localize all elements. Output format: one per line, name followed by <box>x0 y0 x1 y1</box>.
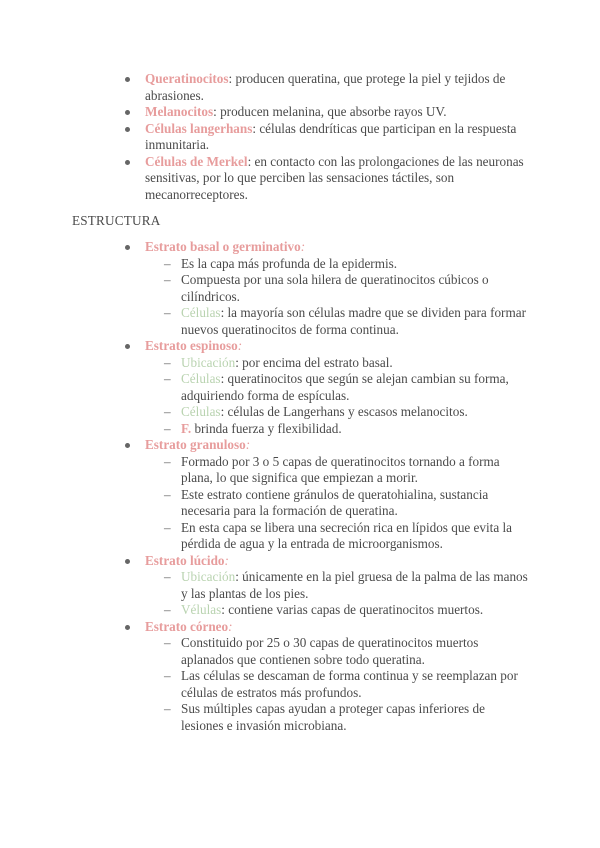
dash-icon: – <box>164 519 171 535</box>
sub-item-text: Este estrato contiene gránulos de queratohialina, sustancia necesaria para la formación de queratina. <box>181 486 489 518</box>
section-heading: ESTRUCTURA <box>72 213 161 228</box>
sub-item-text: brinda fuerza y flexibilidad. <box>191 420 342 436</box>
bullet-icon <box>125 127 130 132</box>
sub-item <box>0 520 530 553</box>
dash-icon: – <box>164 569 171 584</box>
dash-icon: – <box>164 602 171 617</box>
stratum-title: Estrato lúcido <box>145 552 225 568</box>
sub-item <box>0 701 530 734</box>
sub-item <box>0 421 530 438</box>
dash-icon: – <box>164 371 171 386</box>
description: : en contacto con las prolongaciones de las neuronas sensitivas, por lo que perciben las sensaciones táctiles, son mecanorreceptores. <box>145 153 524 202</box>
list-item <box>0 71 600 104</box>
dash-icon: – <box>164 420 171 436</box>
dash-icon: – <box>164 701 171 716</box>
stratum-colon: : <box>224 552 229 568</box>
term: Células de Merkel <box>145 153 248 169</box>
list-item <box>0 104 600 121</box>
sub-item-text: En esta capa se libera una secreción rica en lípidos que evita la pérdida de agua y la entrada de microorganismos. <box>181 519 513 551</box>
dash-icon: – <box>164 453 171 469</box>
sub-item-text: Formado por 3 o 5 capas de queratinocitos tornando a forma plana, lo que significa que empiezan a morir. <box>181 453 500 485</box>
bullet-icon <box>125 443 130 448</box>
sub-item-text: : la mayoría son células madre que se dividen para formar nuevos queratinocitos de forma continua. <box>181 305 526 337</box>
sub-item-label: Ubicación <box>181 569 236 584</box>
sub-item-label: F. <box>181 420 192 436</box>
dash-icon: – <box>164 272 171 287</box>
sub-item <box>0 635 530 668</box>
bullet-icon <box>125 77 130 82</box>
stratum-basal <box>0 239 600 338</box>
sub-item <box>0 355 530 372</box>
sub-item-text: Compuesta por una sola hilera de queratinocitos cúbicos o cilíndricos. <box>181 272 489 304</box>
stratum-colon: : <box>245 437 251 452</box>
dash-icon: – <box>164 255 171 271</box>
strata-list <box>0 239 600 734</box>
bullet-icon <box>125 160 130 165</box>
stratum-granuloso <box>0 437 600 553</box>
stratum-title: Estrato basal o germinativo <box>145 239 301 254</box>
stratum-title: Estrato granuloso <box>145 437 246 452</box>
bullet-icon <box>125 625 130 630</box>
description: : células dendríticas que participan en la respuesta inmunitaria. <box>145 120 517 152</box>
term: Queratinocitos <box>145 71 229 86</box>
stratum-colon: : <box>228 618 233 634</box>
bullet-icon <box>125 110 130 115</box>
cell-type-list <box>0 71 600 203</box>
sub-item <box>0 256 530 273</box>
dash-icon: – <box>164 404 171 419</box>
list-item <box>0 121 600 154</box>
sub-item <box>0 305 530 338</box>
sub-item <box>0 404 530 421</box>
sub-item-text: Sus múltiples capas ayudan a proteger capas inferiores de lesiones e invasión microbiana. <box>181 701 485 733</box>
sub-item-text: Constituido por 25 o 30 capas de queratinocitos muertos aplanados que contienen sobre todo queratina. <box>181 635 479 667</box>
sub-item-text: : contiene varias capas de queratinocitos muertos. <box>221 602 484 617</box>
bullet-icon <box>125 245 130 250</box>
sub-item <box>0 454 530 487</box>
sub-item <box>0 272 530 305</box>
sub-item <box>0 487 530 520</box>
list-item <box>0 154 600 204</box>
sub-item-text: : células de Langerhans y escasos melanocitos. <box>220 404 468 419</box>
sub-item-label: Vélulas <box>181 602 222 617</box>
stratum-colon: : <box>300 239 306 254</box>
sub-item-text: Es la capa más profunda de la epidermis. <box>181 255 398 271</box>
sub-item <box>0 371 530 404</box>
stratum-colon: : <box>237 338 243 353</box>
sub-item-text: : queratinocitos que según se alejan cambian su forma, adquiriendo forma de espículas. <box>181 371 509 403</box>
sub-item-text: : por encima del estrato basal. <box>235 354 393 370</box>
dash-icon: – <box>164 635 171 650</box>
sub-item-label: Células <box>181 305 221 320</box>
sub-item-text: : únicamente en la piel gruesa de la palma de las manos y las plantas de los pies. <box>181 569 528 601</box>
dash-icon: – <box>164 668 171 683</box>
sub-item-text: Las células se descaman de forma continua y se reemplazan por células de estratos más profundos. <box>181 668 518 700</box>
dash-icon: – <box>164 354 171 370</box>
stratum-lucido <box>0 553 600 619</box>
sub-item-label: Células <box>181 404 221 419</box>
bullet-icon <box>125 344 130 349</box>
term: Melanocitos <box>145 104 214 119</box>
sub-item-label: Células <box>181 371 221 386</box>
sub-item <box>0 569 530 602</box>
sub-item <box>0 602 530 619</box>
stratum-title: Estrato córneo <box>145 618 229 634</box>
stratum-espinoso <box>0 338 600 437</box>
dash-icon: – <box>164 486 171 502</box>
sub-item <box>0 668 530 701</box>
description: : producen queratina, que protege la piel y tejidos de abrasiones. <box>145 71 506 103</box>
sub-item-label: Ubicación <box>181 354 236 370</box>
description: : producen melanina, que absorbe rayos UV. <box>213 104 447 119</box>
dash-icon: – <box>164 305 171 320</box>
bullet-icon <box>125 559 130 564</box>
stratum-corneo <box>0 619 600 735</box>
term: Células langerhans <box>145 120 253 136</box>
stratum-title: Estrato espinoso <box>145 338 238 353</box>
